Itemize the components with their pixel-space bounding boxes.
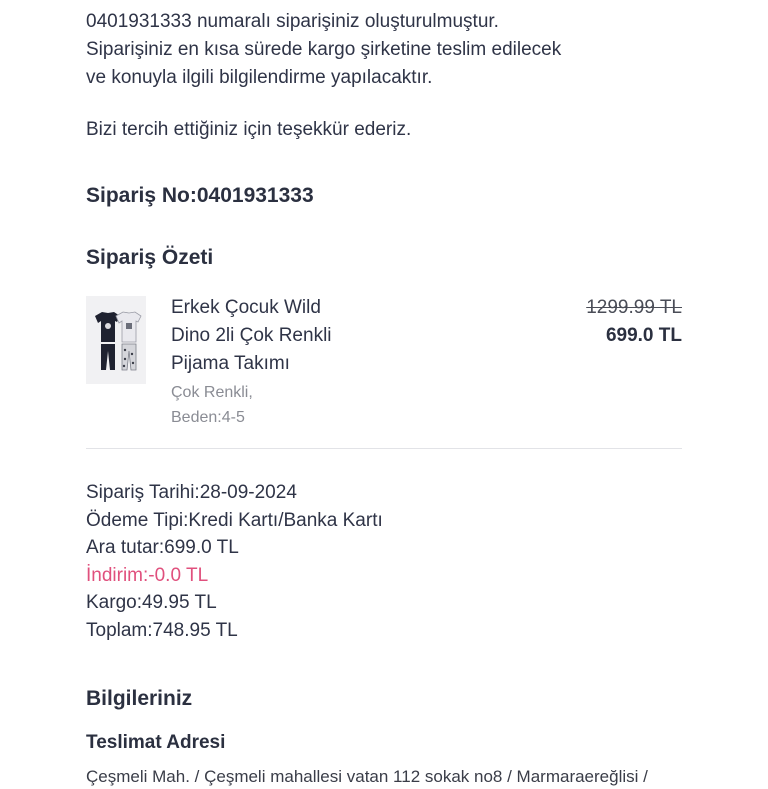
order-number-heading: Sipariş No:0401931333 bbox=[86, 184, 314, 207]
confirmation-message bbox=[86, 8, 682, 92]
product-name-line-3: Pijama Takımı bbox=[171, 353, 290, 374]
order-summary-heading: Sipariş Özeti bbox=[86, 246, 214, 269]
confirmation-line-3: ve konuyla ilgili bilgilendirme yapılacaktır. bbox=[86, 67, 433, 88]
subtotal: Ara tutar:699.0 TL bbox=[86, 537, 239, 559]
product-variant bbox=[171, 380, 253, 430]
product-old-price: 1299.99 TL bbox=[586, 297, 682, 318]
order-date: Sipariş Tarihi:28-09-2024 bbox=[86, 482, 297, 503]
order-totals bbox=[86, 479, 682, 645]
your-info-heading: Bilgileriniz bbox=[86, 686, 193, 710]
payment-type: Ödeme Tipi:Kredi Kartı/Banka Kartı bbox=[86, 509, 383, 531]
confirmation-line-2: Siparişiniz en kısa sürede kargo şirketine teslim edilecek bbox=[86, 39, 562, 60]
product-price: 699.0 TL bbox=[605, 325, 682, 346]
product-item[interactable] bbox=[86, 294, 682, 438]
thank-you-message: Bizi tercih ettiğiniz için teşekkür ederiz. bbox=[86, 119, 412, 140]
pajama-set-icon bbox=[86, 296, 146, 384]
pajama-set-image[interactable] bbox=[86, 296, 146, 384]
discount: İndirim:-0.0 TL bbox=[86, 564, 209, 586]
section-divider bbox=[86, 448, 682, 449]
delivery-address: Çeşmeli Mah. / Çeşmeli mahallesi vatan 112 sokak no8 / Marmaraereğlisi / bbox=[86, 766, 648, 786]
order-total: Toplam:748.95 TL bbox=[86, 619, 238, 641]
shipping-cost: Kargo:49.95 TL bbox=[86, 592, 217, 614]
product-name-line-2: Dino 2li Çok Renkli bbox=[171, 325, 332, 346]
delivery-address-heading: Teslimat Adresi bbox=[86, 731, 226, 753]
order-confirmation-content bbox=[86, 8, 682, 789]
product-size: Beden:4-5 bbox=[171, 409, 245, 426]
product-name[interactable] bbox=[171, 294, 371, 378]
product-color: Çok Renkli, bbox=[171, 384, 253, 401]
product-name-line-1: Erkek Çocuk Wild bbox=[171, 297, 321, 318]
confirmation-line-1: 0401931333 numaralı siparişiniz oluşturulmuştur. bbox=[86, 11, 499, 32]
